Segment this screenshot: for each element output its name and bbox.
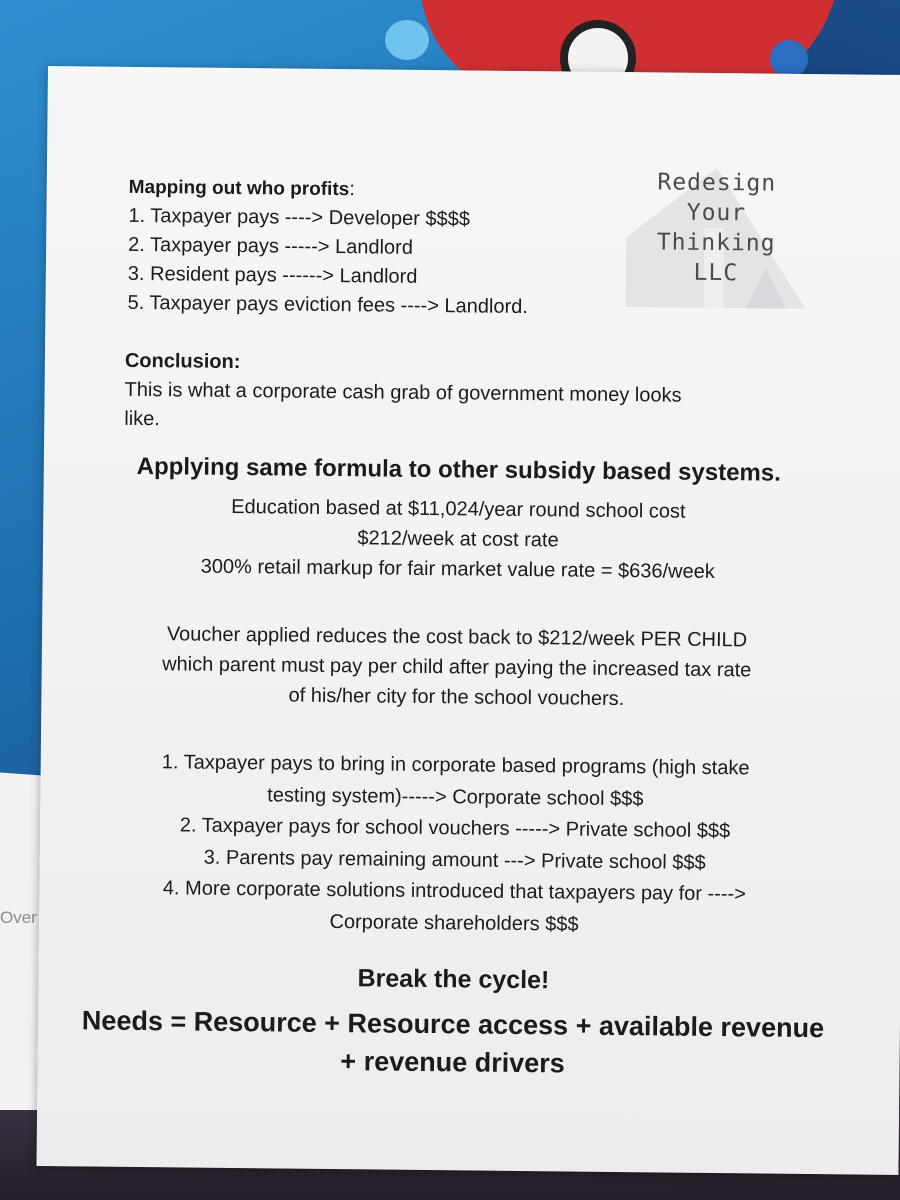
conclusion-heading: Conclusion: <box>124 349 241 374</box>
needs-line: + revenue drivers <box>340 1046 565 1079</box>
background-dot <box>770 40 808 78</box>
needs-line: Needs = Resource + Resource access + available revenue <box>81 1005 825 1044</box>
conclusion-section <box>124 347 765 441</box>
school-list-line: testing system)-----> Corporate school $$$ <box>267 783 644 810</box>
formula-title: Applying same formula to other subsidy based systems. <box>136 452 781 487</box>
profits-heading <box>129 173 530 206</box>
logo-line: Redesign <box>657 169 777 197</box>
conclusion-line: This is what a corporate cash grab of government money looks <box>124 378 682 407</box>
voucher-line: which parent must pay per child after paying the increased tax rate <box>162 653 752 682</box>
flyer-paper <box>36 66 900 1175</box>
profits-heading-text: Mapping out who profits <box>128 176 350 201</box>
voucher-line: Voucher applied reduces the cost back to $212/week PER CHILD <box>166 623 748 652</box>
break-cycle-title: Break the cycle! <box>357 964 550 995</box>
side-card-text: Over <box>0 908 37 927</box>
school-list-line: Corporate shareholders $$$ <box>329 910 579 936</box>
school-list-line: 1. Taxpayer pays to bring in corporate based programs (high stake <box>161 751 750 780</box>
profits-section <box>127 173 529 322</box>
logo-line: Thinking <box>656 229 776 257</box>
school-profits-list <box>39 746 871 944</box>
profit-item: 2. Taxpayer pays -----> Landlord <box>128 233 413 259</box>
voucher-section <box>41 618 872 717</box>
logo-line: LLC <box>693 259 739 287</box>
school-list-line: 3. Parents pay remaining amount ---> Private school $$$ <box>203 846 706 874</box>
education-line: Education based at $11,024/year round school cost <box>231 495 686 523</box>
background-dot <box>385 20 429 60</box>
school-list-line: 2. Taxpayer pays for school vouchers -----> Private school $$$ <box>179 814 731 843</box>
profit-item: 3. Resident pays ------> Landlord <box>127 262 418 288</box>
education-line: $212/week at cost rate <box>357 527 559 552</box>
education-line: 300% retail markup for fair market value rate = $636/week <box>200 555 715 584</box>
conclusion-line: like. <box>124 407 161 431</box>
logo-line: Your <box>686 199 747 227</box>
company-logo <box>626 167 807 309</box>
profits-heading-colon: : <box>349 178 355 201</box>
school-list-line: 4. More corporate solutions introduced that taxpayers pay for ----> <box>162 877 747 906</box>
profit-item: 5. Taxpayer pays eviction fees ----> Landlord. <box>127 291 529 319</box>
education-section <box>43 490 874 589</box>
profit-item: 1. Taxpayer pays ----> Developer $$$$ <box>128 204 471 231</box>
logo-text <box>626 167 807 289</box>
needs-formula <box>37 1001 868 1086</box>
voucher-line: of his/her city for the school vouchers. <box>288 684 625 711</box>
